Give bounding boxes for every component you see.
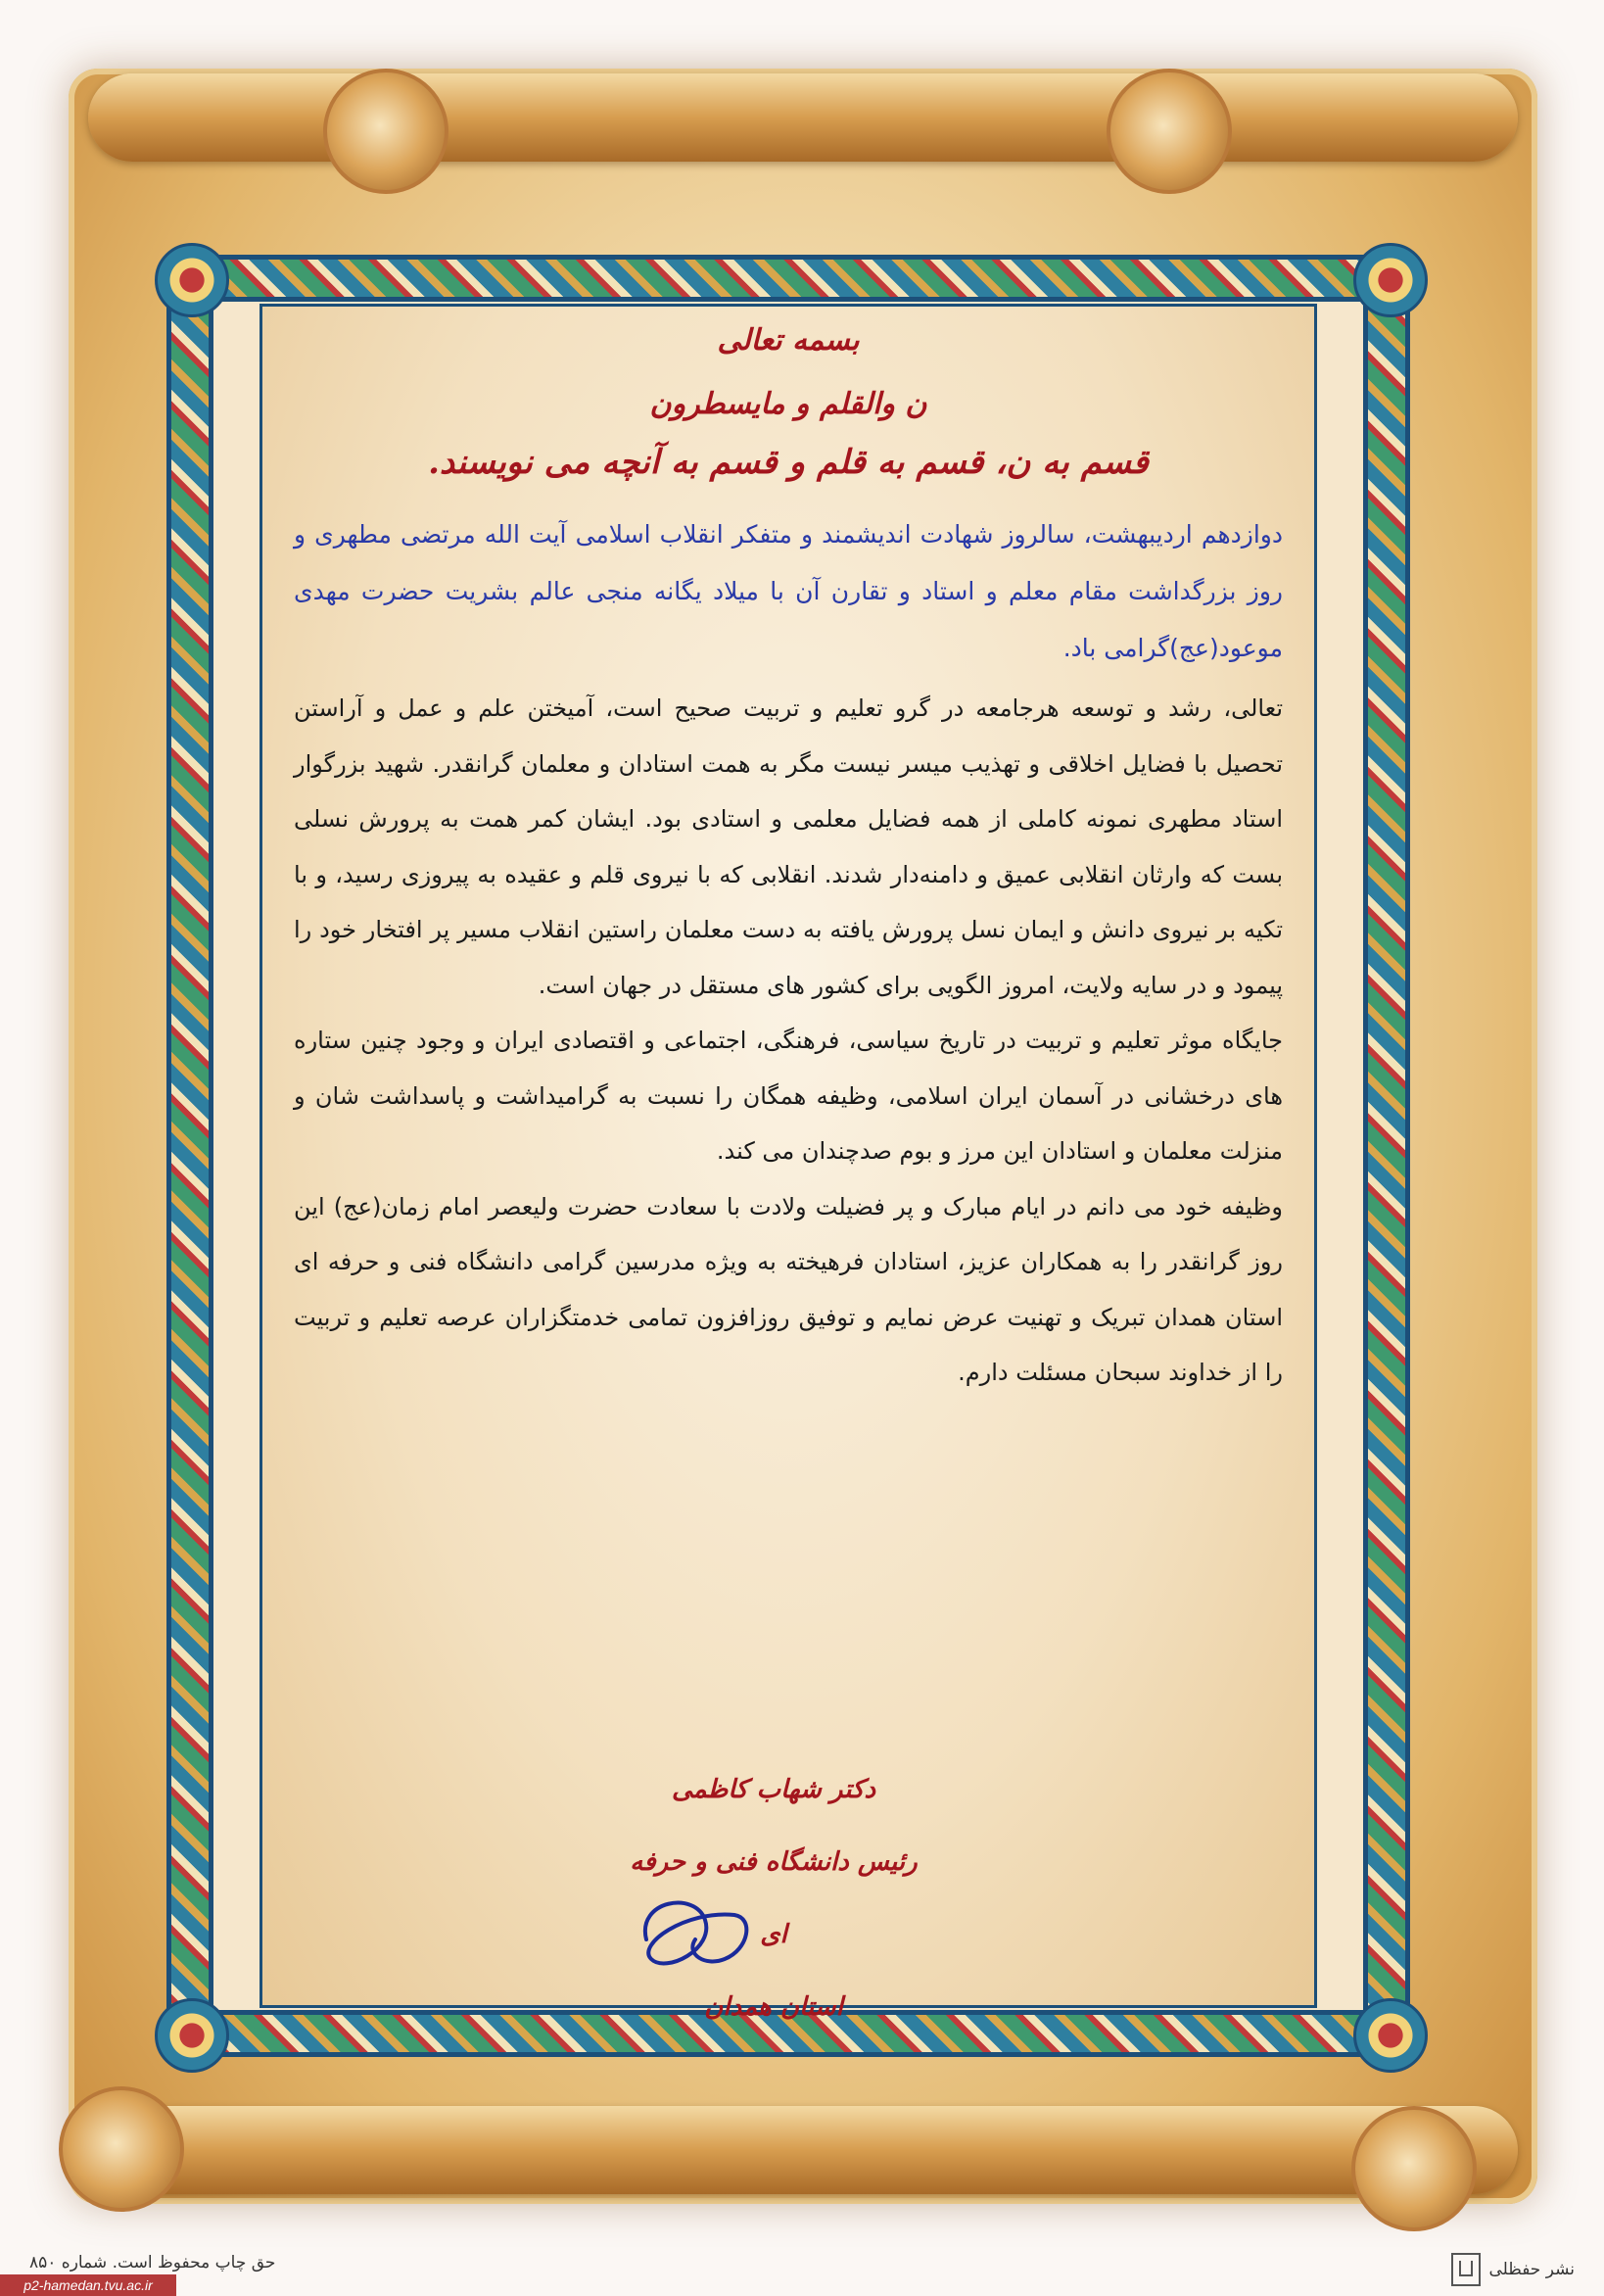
letter-header: [294, 323, 1283, 482]
handwritten-signature: [627, 1881, 764, 1988]
frame-corner-ornament: [155, 1998, 229, 2073]
bismillah-line: بسمه تعالی: [717, 323, 860, 358]
quran-verse: ن والقلم و مایسطرون: [649, 387, 927, 421]
scroll-curl-bottom-right: [1351, 2106, 1477, 2231]
frame-corner-ornament: [1353, 1998, 1428, 2073]
signer-name: دکتر شهاب کاظمی: [671, 1775, 876, 1804]
body-paragraph-3: وظیفه خود می دانم در ایام مبارک و پر فضیلت ولادت با سعادت حضرت ولیعصر امام زمان(عج) این روز گرانقدر را به همکاران عزیز، استادان فرهیخته به ویژه مدرسین گرامی دانشگاه فنی و حرفه ای استان همدان تبریک و تهنیت عرض نمایم و توفیق روزافزون تمامی خدمتگزاران عرصه تعلیم و تربیت را از خداوند سبحان مسئلت دارم.: [294, 1192, 1283, 1386]
copyright-footer: حق چاپ محفوظ است. شماره ۸۵۰: [29, 2253, 276, 2272]
intro-paragraph: دوازدهم اردیبهشت، سالروز شهادت اندیشمند و متفکر انقلاب اسلامی آیت الله مرتضی مطهری و روز بزرگداشت مقام معلم و استاد و تقارن آن با میلاد یگانه منجی عالم بشریت حضرت مهدی موعود(عج)گرامی باد.: [294, 520, 1283, 662]
publisher-name: نشر حفظلی: [1488, 2260, 1575, 2279]
frame-corner-ornament: [155, 243, 229, 317]
scroll-top-roll: [88, 73, 1518, 162]
publisher-footer: [1451, 2253, 1575, 2286]
scroll-curl-bottom-left: [59, 2086, 184, 2212]
scroll-curl-top-left: [323, 69, 448, 194]
publisher-logo-icon: [1451, 2253, 1481, 2286]
frame-corner-ornament: [1353, 243, 1428, 317]
signer-title: رئیس دانشگاه فنی و حرفه ای: [630, 1847, 918, 1949]
body-paragraph-2: جایگاه موثر تعلیم و تربیت در تاریخ سیاسی، فرهنگی، اجتماعی و اقتصادی ایران و وجود چنین ستاره های درخشانی در آسمان ایران اسلامی، وظیفه همگان را نسبت به گرامیداشت و پاسداشت شان و منزلت معلمان و استادان این مرز و بوم صدچندان می کند.: [294, 1027, 1283, 1165]
signer-region: استان همدان: [704, 1992, 843, 2022]
letter-body: [294, 323, 1283, 1401]
scroll-bottom-roll: [88, 2106, 1518, 2194]
scroll-curl-top-right: [1107, 69, 1232, 194]
body-paragraph-1: تعالی، رشد و توسعه هرجامعه در گرو تعلیم و تربیت صحیح است، آمیختن علم و عمل و آراستن تحصیل با فضایل اخلاقی و تهذیب میسر نیست مگر به همت استادان و معلمان گرانقدر. شهید بزرگوار استاد مطهری نمونه کاملی از همه فضایل معلمی و استادی بود. ایشان کمر همت به پرورش نسلی بست که وارثان انقلابی عمیق و دامنه‌دار شدند. انقلابی که با نیروی قلم و عقیده به پیروزی رسید، و با تکیه بر نیروی دانش و ایمان نسل پرورش یافته به دست معلمان راستین انقلاب مسیر پر افتخار خود را پیمود و در سایه ولایت، امروز الگویی برای کشور های مستقل در جهان است.: [294, 694, 1283, 999]
site-watermark: p2-hamedan.tvu.ac.ir: [0, 2274, 176, 2296]
verse-translation: قسم به ن، قسم به قلم و قسم به آنچه می نویسند.: [428, 443, 1149, 482]
